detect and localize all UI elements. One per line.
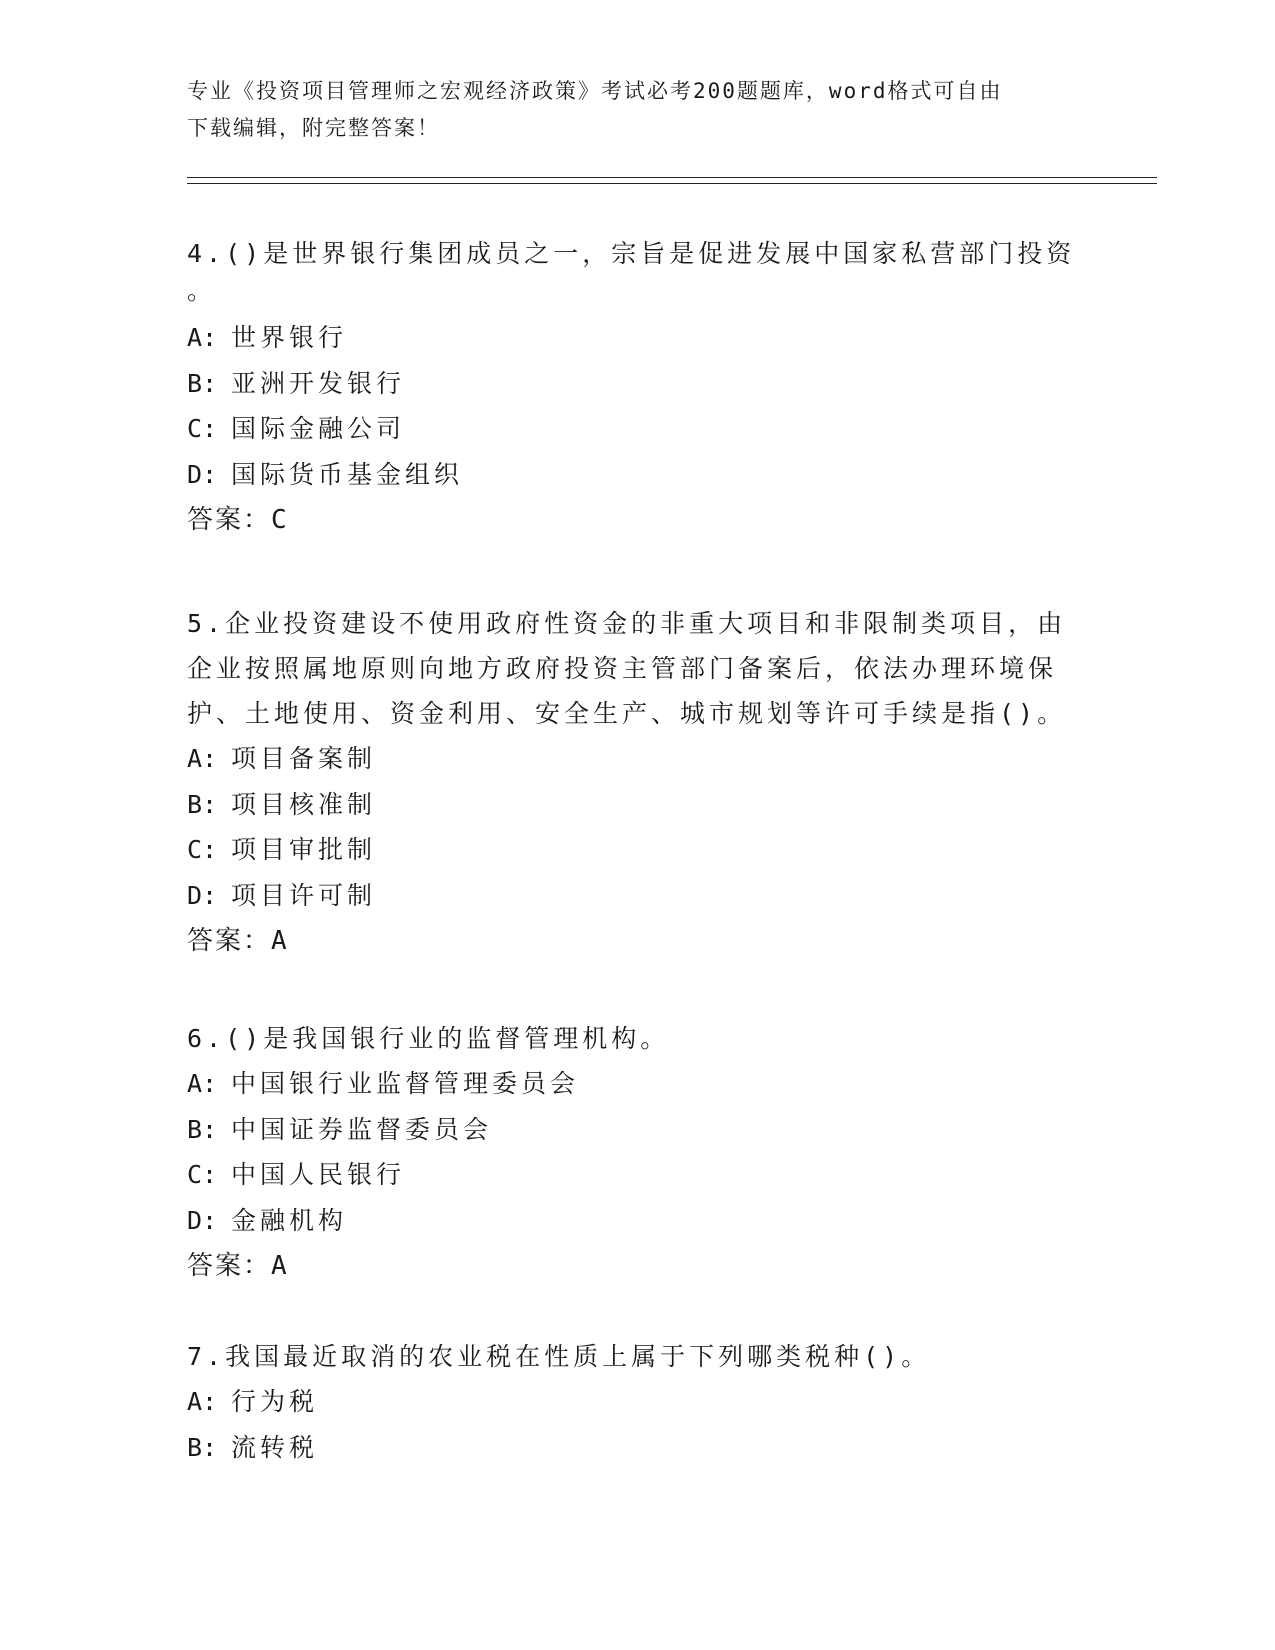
answer-value: A [271,1251,288,1281]
answer-value: C [271,505,288,535]
option-letter: D: [187,1205,218,1235]
question-stem-line: 企业按照属地原则向地方政府投资主管部门备案后，依法办理环境保 [187,654,1058,683]
option-letter: B: [187,1432,218,1462]
answer-label: 答案： [187,505,272,535]
option-c [187,406,1087,452]
question-stem-line: 7.我国最近取消的农业税在性质上属于下列哪类税种()。 [187,1342,931,1371]
answer-line [187,918,1087,964]
option-b [187,782,1087,828]
answer-line [187,1243,1087,1289]
option-b [187,361,1087,407]
question-stem-line: 5.企业投资建设不使用政府性资金的非重大项目和非限制类项目，由 [187,609,1067,638]
option-letter: B: [187,1114,218,1144]
question-stem-line: 。 [187,276,217,305]
answer-line [187,497,1087,543]
option-letter: C: [187,835,218,864]
document-header [187,73,1087,147]
question-4 [187,231,1087,543]
header-line-2: 下载编辑，附完整答案！ [187,116,440,140]
option-letter: C: [187,414,218,443]
option-letter: A: [187,744,218,773]
option-text: 中国证券监督委员会 [231,1114,493,1144]
option-letter: A: [187,1387,218,1416]
option-text: 项目许可制 [231,880,377,910]
answer-label: 答案： [187,1251,272,1281]
option-letter: C: [187,1160,218,1189]
option-b [187,1107,1087,1153]
option-letter: D: [187,459,218,489]
option-letter: A: [187,1069,218,1098]
option-d [187,873,1087,919]
option-a [187,736,1087,782]
question-stem-line: 4.()是世界银行集团成员之一，宗旨是促进发展中国家私营部门投资 [187,239,1076,268]
option-a [187,1061,1087,1107]
question-5 [187,601,1087,964]
option-text: 行为税 [231,1387,319,1416]
option-a [187,315,1087,361]
option-b [187,1425,1087,1471]
answer-label: 答案： [187,926,272,956]
option-letter: D: [187,880,218,910]
option-text: 金融机构 [231,1205,348,1235]
option-d [187,452,1087,498]
option-a [187,1379,1087,1425]
answer-value: A [271,926,288,956]
question-6 [187,1016,1087,1289]
option-text: 流转税 [231,1432,319,1462]
question-stem-line: 6.()是我国银行业的监督管理机构。 [187,1024,670,1053]
option-text: 中国银行业监督管理委员会 [231,1069,580,1098]
header-line-1: 专业《投资项目管理师之宏观经济政策》考试必考200题题库，word格式可自由 [187,79,1003,103]
header-divider-bottom [187,183,1157,184]
option-text: 项目核准制 [231,789,377,819]
question-7 [187,1334,1087,1470]
option-text: 国际金融公司 [231,414,406,443]
option-text: 中国人民银行 [231,1160,406,1189]
option-letter: B: [187,789,218,819]
option-c [187,1152,1087,1198]
question-stem-line: 护、土地使用、资金利用、安全生产、城市规划等许可手续是指()。 [187,699,1067,728]
option-c [187,827,1087,873]
option-text: 国际货币基金组织 [231,459,464,489]
option-text: 项目审批制 [231,835,377,864]
option-text: 项目备案制 [231,744,377,773]
option-letter: A: [187,323,218,352]
option-text: 亚洲开发银行 [231,368,406,398]
header-divider-top [187,177,1157,178]
option-text: 世界银行 [231,323,348,352]
option-d [187,1198,1087,1244]
option-letter: B: [187,368,218,398]
